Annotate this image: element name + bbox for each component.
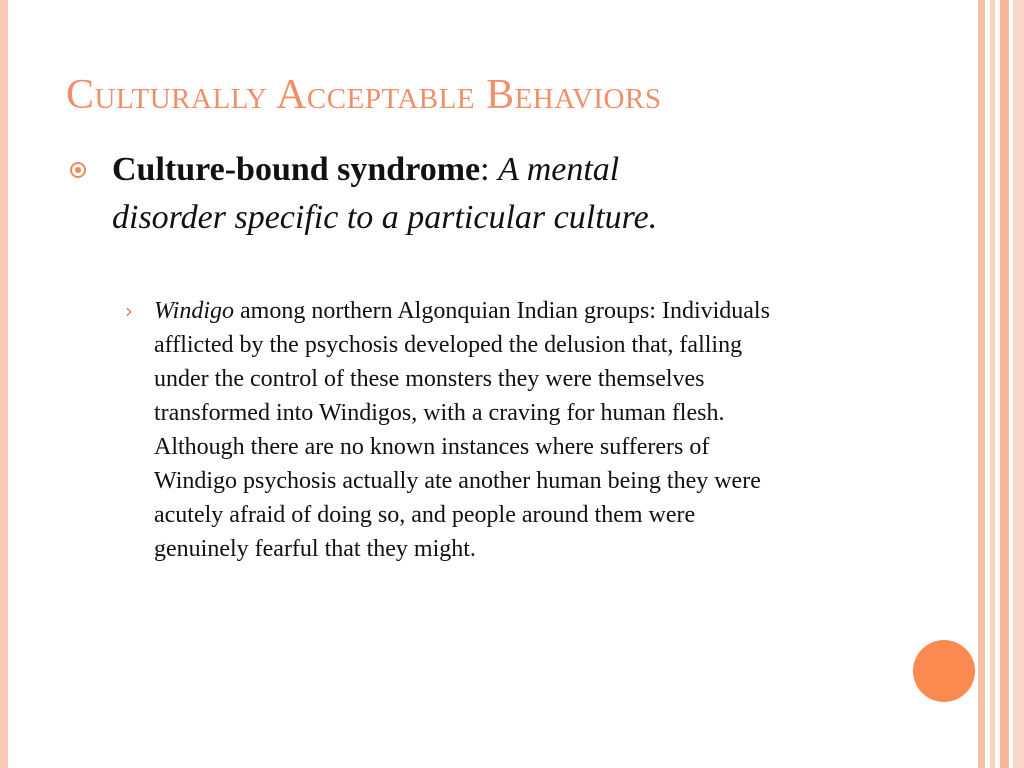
bullet-text [112,146,712,242]
bullet-separator: : [480,151,499,188]
decorative-border-right [1000,0,1009,768]
decorative-accent-circle [913,640,975,702]
circle-bullet-icon [70,162,86,178]
bullet-term: Culture-bound syndrome [112,151,481,188]
sub-bullet-text [154,294,779,566]
decorative-border-right [990,0,995,768]
decorative-border-right [978,0,985,768]
decorative-border-right [1013,0,1024,768]
sub-bullet-body: among northern Algonquian Indian groups: Individuals afflicted by the psychosis developed the delusion that, falling under the control of these monsters they were themselves transformed into Windigos, with a craving for human flesh. Although there are no known instances where sufferers of Windigo psychosis actually ate another human being they were acutely afraid of doing so, and people around them were genuinely fearful that they might. [154,298,770,562]
bullet-definition: A mental disorder specific to a particular culture. [112,151,658,236]
decorative-border-left [0,0,8,768]
slide-title: Culturally Acceptable Behaviors [66,72,662,118]
sub-bullet-lead: Windigo [154,298,235,324]
chevron-right-icon: › [125,299,133,323]
